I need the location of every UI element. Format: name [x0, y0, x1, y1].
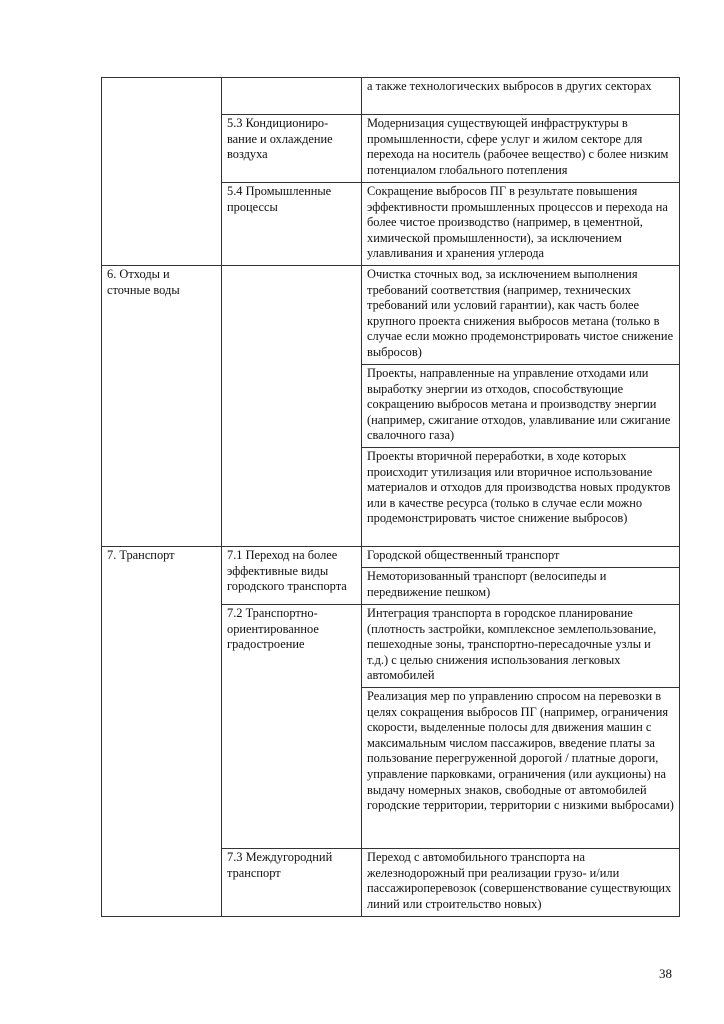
- subsector-label: 5.3 Кондициониро-вание и охлаждение воздуха: [227, 116, 333, 162]
- description-cell: [362, 605, 680, 688]
- description-cell: [362, 448, 680, 547]
- subsector-label: 7.1 Переход на более эффективные виды городского транспорта: [227, 548, 347, 594]
- subsector-cell: [222, 115, 362, 183]
- subsector-label: 5.4 Промышленные процессы: [227, 184, 332, 214]
- description-cell: [362, 365, 680, 448]
- description-text: Немоторизованный транспорт (велосипеды и передвижение пешком): [367, 569, 607, 599]
- description-text: Проекты вторичной переработки, в ходе которых происходит утилизация или вторичное использование материалов и отходов для производства новых продуктов или в качестве ресурса (только в случае если можно продемонстрировать чистое снижение выбросов): [367, 449, 671, 526]
- description-text: Очистка сточных вод, за исключением выполнения требований соответствия (например, технических требований или условий гарантии), как часть более крупного проекта снижения выбросов метана (только в случае если можно продемонстрировать чистое снижение выбросов): [367, 267, 674, 359]
- subsector-cell: [222, 266, 362, 547]
- table-row: [102, 78, 680, 115]
- description-cell: [362, 115, 680, 183]
- description-cell: [362, 183, 680, 266]
- description-cell: [362, 568, 680, 605]
- description-cell: [362, 547, 680, 568]
- subsector-cell: [222, 183, 362, 266]
- measures-table: [101, 77, 680, 917]
- sector-cell: [102, 78, 222, 266]
- subsector-label: 7.3 Междугородний транспорт: [227, 850, 333, 880]
- description-text: Сокращение выбросов ПГ в результате повышения эффективности промышленных процессов и перехода на более чистое производство (например, в цементной, химической промышленности), за исключением улавливания и хранения углерода: [367, 184, 668, 261]
- table-row: [102, 547, 680, 568]
- description-text: Проекты, направленные на управление отходами или выработку энергии из отходов, способствующие сокращению выбросов метана и производству энергии (например, сжигание отходов, улавливание или сжигание свалочного газа): [367, 366, 671, 443]
- sector-cell: [102, 547, 222, 917]
- description-text: а также технологических выбросов в других секторах: [367, 79, 652, 93]
- description-text: Городской общественный транспорт: [367, 548, 560, 562]
- description-cell: [362, 849, 680, 917]
- subsector-label: 7.2 Транспортно-ориентированное градостроение: [227, 606, 319, 652]
- description-text: Реализация мер по управлению спросом на перевозки в целях сокращения выбросов ПГ (например, ограничения скорости, выделенные полосы для движения машин с максимальным числом пассажиров, введение платы за пользование перегруженной дорогой / платные дороги, управление парковками, ограничения (или аукционы) на выдачу номерных знаков, свободные от автомобилей городские территории, территории с низкими выбросами): [367, 689, 674, 813]
- subsector-cell: [222, 849, 362, 917]
- sector-label: 7. Транспорт: [107, 548, 175, 562]
- subsector-cell: [222, 78, 362, 115]
- page-number: 38: [659, 966, 672, 981]
- sector-cell: [102, 266, 222, 547]
- subsector-cell: [222, 605, 362, 849]
- table-row: [102, 266, 680, 365]
- description-cell: [362, 78, 680, 115]
- description-text: Модернизация существующей инфраструктуры в промышленности, сфере услуг и жилом секторе для перехода на носитель (рабочее вещество) с более низким потенциалом глобального потепления: [367, 116, 669, 177]
- subsector-cell: [222, 547, 362, 605]
- description-text: Переход с автомобильного транспорта на железнодорожный при реализации грузо- и/или пассажироперевозок (совершенствование существующих линий или строительство новых): [367, 850, 672, 911]
- description-cell: [362, 688, 680, 849]
- sector-label: 6. Отходы и сточные воды: [107, 267, 180, 297]
- description-cell: [362, 266, 680, 365]
- description-text: Интеграция транспорта в городское планирование (плотность застройки, комплексное землепользование, пешеходные зоны, транспортно-пересадочные узлы и т.д.) с целью снижения использования легковых автомобилей: [367, 606, 657, 683]
